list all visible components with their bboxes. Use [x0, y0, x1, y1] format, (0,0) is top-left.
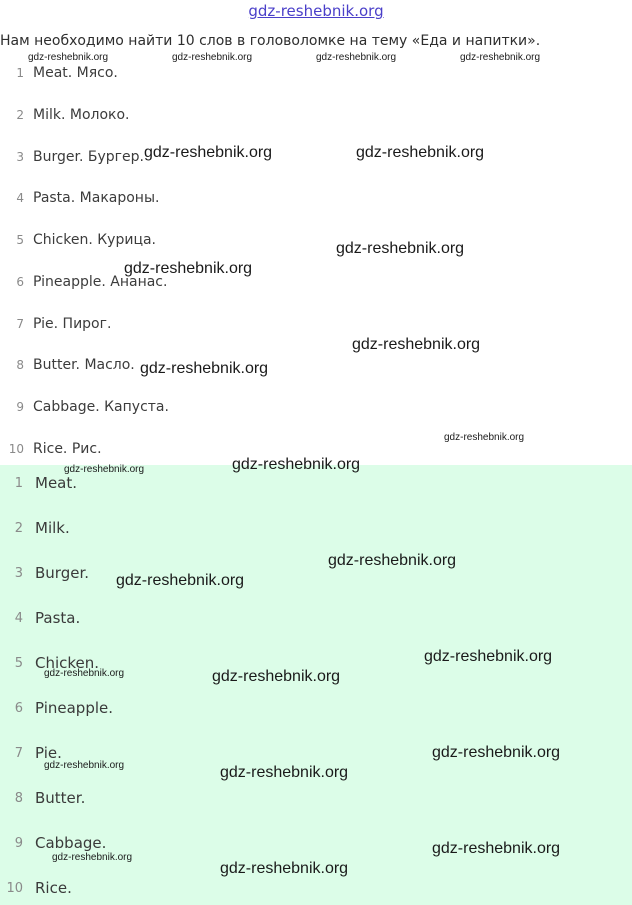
list-item: [0, 312, 111, 336]
answer-text: Pineapple.: [35, 699, 114, 717]
watermark: gdz-reshebnik.org: [212, 668, 341, 685]
answer-number: 1: [14, 475, 23, 491]
item-text: Burger. Бургер.: [33, 149, 144, 165]
watermark: gdz-reshebnik.org: [432, 840, 561, 857]
item-number: 9: [16, 400, 24, 414]
answer-text: Pasta.: [35, 609, 81, 627]
item-text: Pasta. Макароны.: [33, 190, 160, 206]
watermark: gdz-reshebnik.org: [44, 760, 125, 771]
item-number: 7: [16, 317, 24, 331]
item-number: 4: [16, 191, 24, 205]
answer-text: Meat.: [35, 474, 78, 492]
answer-text: Butter.: [35, 789, 86, 807]
answer-text: Cabbage.: [35, 834, 107, 852]
item-number: 3: [16, 150, 24, 164]
item-text: Pineapple. Ананас.: [33, 274, 168, 290]
item-text: Butter. Масло.: [33, 357, 135, 373]
answer-text: Burger.: [35, 564, 90, 582]
answer-item: [0, 876, 72, 900]
item-number: 5: [16, 233, 24, 247]
list-item: [0, 437, 102, 461]
watermark: gdz-reshebnik.org: [424, 648, 553, 665]
watermark: gdz-reshebnik.org: [140, 360, 269, 377]
item-text: Rice. Рис.: [33, 441, 102, 457]
answer-number: 8: [14, 790, 23, 806]
answer-number: 5: [14, 655, 23, 671]
answer-number: 6: [14, 700, 23, 716]
answer-item: [0, 561, 89, 585]
item-number: 2: [16, 108, 24, 122]
watermark: gdz-reshebnik.org: [316, 52, 397, 63]
watermark: gdz-reshebnik.org: [232, 456, 361, 473]
list-item: [0, 353, 135, 377]
answer-item: [0, 786, 85, 810]
watermark: gdz-reshebnik.org: [460, 52, 541, 63]
watermark: gdz-reshebnik.org: [220, 860, 349, 877]
item-text: Pie. Пирог.: [33, 316, 112, 332]
answer-item: [0, 696, 113, 720]
list-item: [0, 186, 159, 210]
watermark: gdz-reshebnik.org: [64, 464, 145, 475]
watermark: gdz-reshebnik.org: [432, 744, 561, 761]
watermark: gdz-reshebnik.org: [356, 144, 485, 161]
item-text: Chicken. Курица.: [33, 232, 156, 248]
answer-item: [0, 516, 70, 540]
answer-number: 7: [14, 745, 23, 761]
answer-number: 2: [14, 520, 23, 536]
item-text: Milk. Молоко.: [33, 107, 130, 123]
answer-item: [0, 606, 80, 630]
watermark: gdz-reshebnik.org: [172, 52, 253, 63]
answer-text: Rice.: [35, 879, 72, 897]
watermark: gdz-reshebnik.org: [44, 668, 125, 679]
watermark: gdz-reshebnik.org: [144, 144, 273, 161]
item-number: 1: [16, 66, 24, 80]
list-item: [0, 395, 169, 419]
answer-text: Pie.: [35, 744, 62, 762]
item-number: 10: [8, 442, 24, 456]
list-item: [0, 103, 130, 127]
watermark: gdz-reshebnik.org: [328, 552, 457, 569]
answer-number: 3: [14, 565, 23, 581]
watermark: gdz-reshebnik.org: [116, 572, 245, 589]
watermark: gdz-reshebnik.org: [352, 336, 481, 353]
list-item: [0, 145, 144, 169]
list-item: [0, 61, 118, 85]
watermark: gdz-reshebnik.org: [444, 432, 525, 443]
answer-number: 9: [14, 835, 23, 851]
site-header-link[interactable]: gdz-reshebnik.org: [248, 2, 384, 20]
answer-text: Chicken.: [35, 654, 100, 672]
item-text: Meat. Мясо.: [33, 65, 118, 81]
answer-number: 4: [14, 610, 23, 626]
watermark: gdz-reshebnik.org: [28, 52, 109, 63]
answer-number: 10: [6, 880, 23, 896]
task-title: Нам необходимо найти 10 слов в головоломке на тему «Еда и напитки».: [0, 33, 541, 49]
watermark: gdz-reshebnik.org: [52, 852, 133, 863]
item-text: Cabbage. Капуста.: [33, 399, 169, 415]
watermark: gdz-reshebnik.org: [124, 260, 253, 277]
watermark: gdz-reshebnik.org: [220, 764, 349, 781]
item-number: 8: [16, 358, 24, 372]
list-item: [0, 228, 156, 252]
watermark: gdz-reshebnik.org: [336, 240, 465, 257]
item-number: 6: [16, 275, 24, 289]
answer-text: Milk.: [35, 519, 70, 537]
